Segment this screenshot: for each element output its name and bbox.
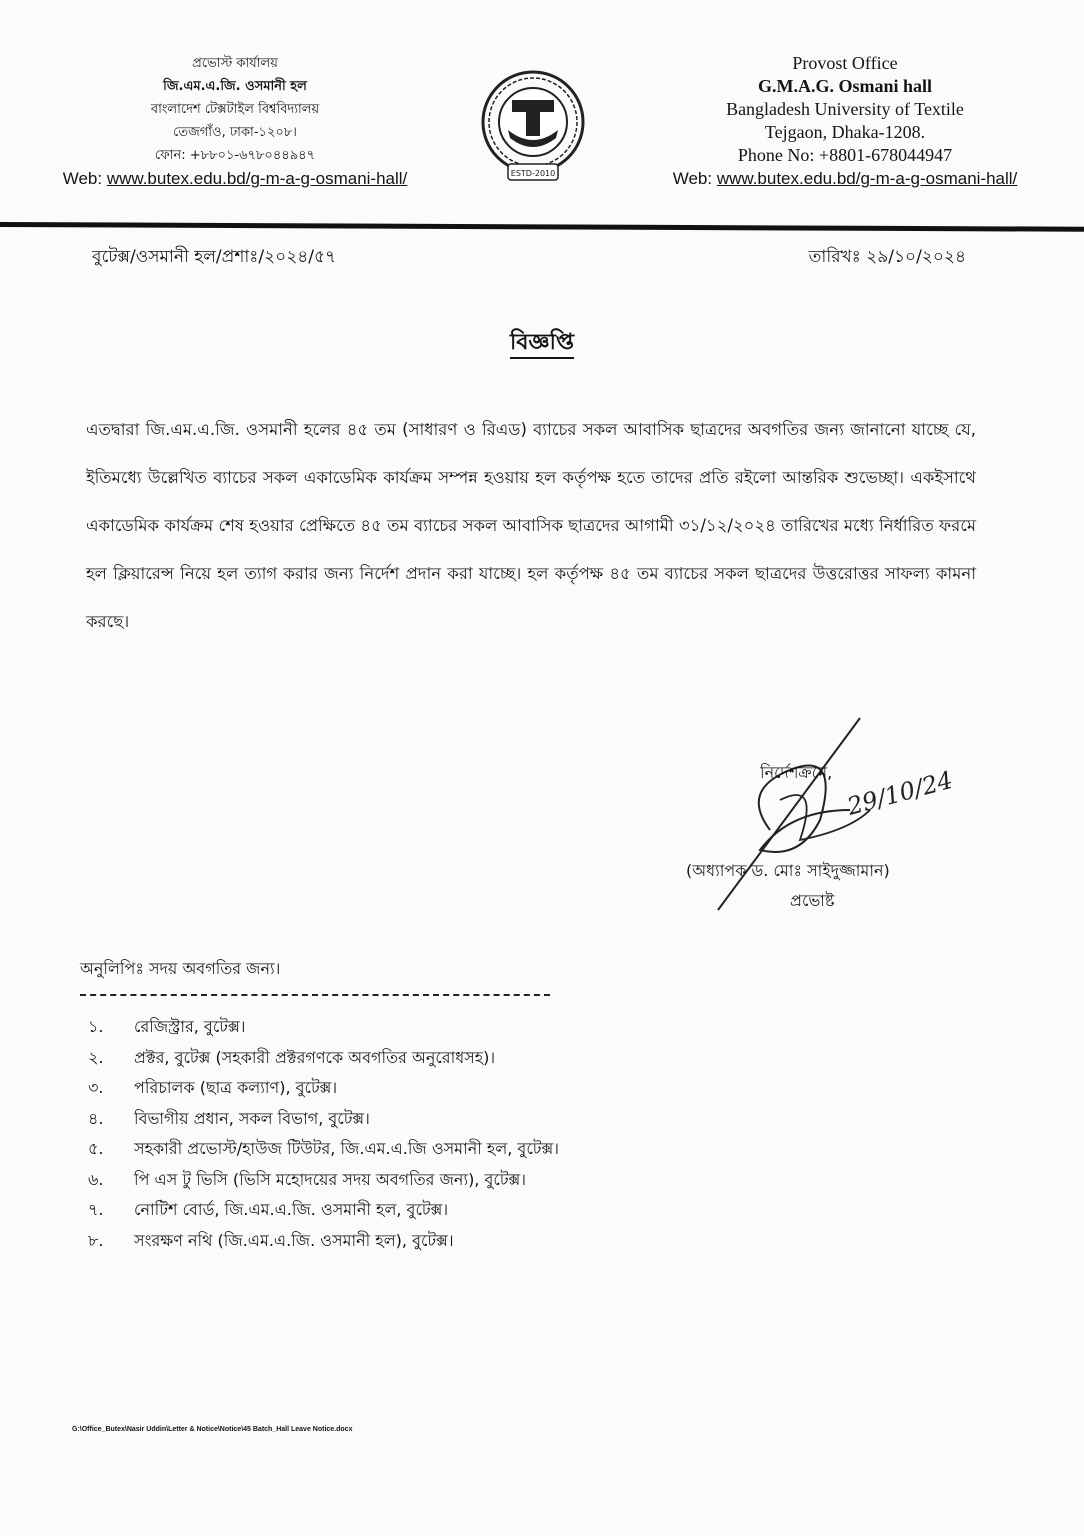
copies-list [88,1012,559,1256]
copies-title: অনুলিপিঃ সদয় অবগতির জন্য। [80,959,281,978]
header-english [640,52,1050,190]
phone-bn: ফোন: +৮৮০১-৬৭৮০৪৪৯৪৭ [154,148,316,163]
address-bn: তেজগাঁও, ঢাকা-১২০৮। [173,125,297,140]
header-divider [0,222,1084,232]
list-item: ৪. বিভাগীয় প্রধান, সকল বিভাগ, বুটেক্স। [88,1108,370,1128]
website-link[interactable]: www.butex.edu.bd/g-m-a-g-osmani-hall/ [716,169,1018,188]
header-bangla [20,52,450,190]
signatory-name: (অধ্যাপক ড. মোঃ সাইদুজ্জামান) [686,861,890,880]
web-label: Web: [672,169,713,188]
list-item: ৩. পরিচালক (ছাত্র কল্যাণ), বুটেক্স। [88,1078,338,1097]
university-name-bn: বাংলাদেশ টেক্সটাইল বিশ্ববিদ্যালয় [150,102,320,117]
website-link[interactable]: www.butex.edu.bd/g-m-a-g-osmani-hall/ [106,169,408,188]
notice-body: এতদ্বারা জি.এম.এ.জি. ওসমানী হলের ৪৫ তম (সাধারণ ও রিএড) ব্যাচের সকল আবাসিক ছাত্রদের অবগতির জন্য জানানো যাচ্ছে যে, ইতিমধ্যে উল্লেখিত ব্যাচের সকল একাডেমিক কার্যক্রম সম্পন্ন হওয়ায় হল কর্তৃপক্ষ হতে তাদের প্রতি রইলো আন্তরিক শুভেচ্ছা। একইসাথে একাডেমিক কার্যক্রম শেষ হওয়ার প্রেক্ষিতে ৪৫ তম ব্যাচের সকল আবাসিক ছাত্রদের আগামী ৩১/১২/২০২৪ তারিখের মধ্যে নির্ধারিত ফরমে হল ক্লিয়ারেন্স নিয়ে হল ত্যাগ করার জন্য নির্দেশ প্রদান করা যাচ্ছে। হল কর্তৃপক্ষ ৪৫ তম ব্যাচের সকল ছাত্রদের উত্তরোত্তর সাফল্য কামনা করছে। [86,420,976,631]
phone-en: Phone No: +8801-678044947 [737,145,953,165]
university-name-en: Bangladesh University of Textile [726,99,964,119]
signature-order: নির্দেশক্রমে, [760,763,833,782]
university-logo [478,64,588,192]
list-item: ৭. নোটিশ বোর্ড, জি.এম.এ.জি. ওসমানী হল, বুটেক্স। [88,1200,449,1219]
address-en: Tejgaon, Dhaka-1208. [764,122,926,142]
signatory-title: প্রভোষ্ট [790,891,835,910]
list-item: ৬. পি এস টু ভিসি (ভিসি মহোদয়ের সদয় অবগতির জন্য), বুটেক্স। [88,1169,527,1189]
hall-name-bn: জি.এম.এ.জি. ওসমানী হল [163,79,307,94]
dashed-divider [80,994,550,996]
office-name-bn: প্রভোস্ট কার্যালয় [192,56,278,71]
handwritten-date: 29/10/24 [844,765,956,821]
web-line-en [640,167,1050,190]
memo-date: তারিখঃ ২৯/১০/২০২৪ [808,247,966,267]
web-line-bn [20,167,450,190]
memo-reference: বুটেক্স/ওসমানী হল/প্রশাঃ/২০২৪/৫৭ [92,247,337,267]
notice-title-text: বিজ্ঞপ্তি [510,330,574,359]
hall-name-en: G.M.A.G. Osmani hall [757,76,932,96]
university-seal-icon [478,64,588,192]
list-item: ৮. সংরক্ষণ নথি (জি.এম.এ.জি. ওসমানী হল), বুটেক্স। [88,1230,454,1250]
list-item: ৫. সহকারী প্রভোস্ট/হাউজ টিউটর, জি.এম.এ.জি ওসমানী হল, বুটেক্স। [88,1139,559,1158]
list-item: ১. রেজিস্ট্রার, বুটেক্স। [88,1017,246,1036]
list-item: ২. প্রক্টর, বুটেক্স (সহকারী প্রক্টরগণকে অবগতির অনুরোধসহ)। [88,1047,496,1067]
notice-title [0,325,1084,362]
web-label: Web: [62,169,103,188]
office-name-en: Provost Office [792,53,898,73]
estd-text: ESTD-2010 [510,169,556,178]
file-path-footer: G:\Office_Butex\Nasir Uddin\Letter & Notice\Notice\45 Batch_Hall Leave Notice.docx [72,1426,353,1433]
